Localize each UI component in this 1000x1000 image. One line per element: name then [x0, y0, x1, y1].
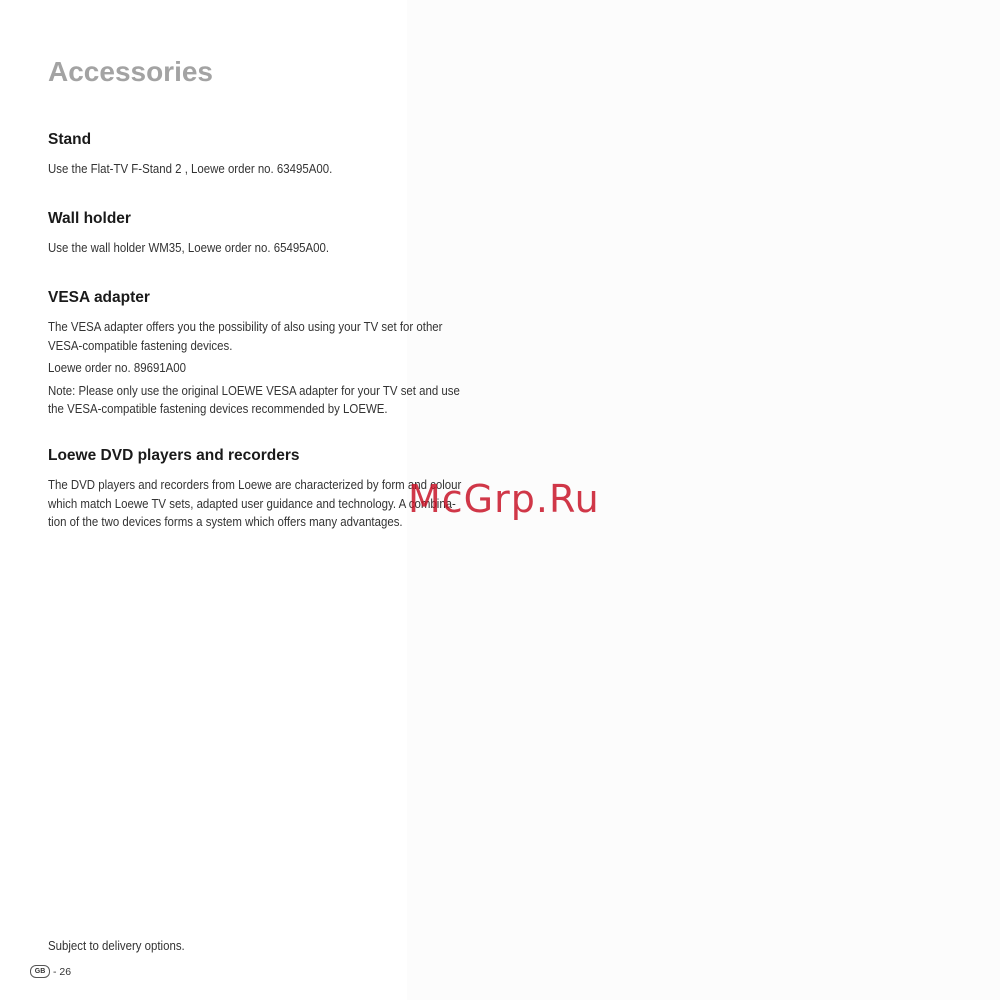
section-heading: Loewe DVD players and recorders: [48, 447, 300, 464]
section-wall-holder: [48, 209, 498, 262]
section-text: Use the Flat-TV F-Stand 2 , Loewe order no. 63495A00.: [48, 161, 333, 176]
watermark-text: McGrp.Ru: [408, 477, 600, 521]
section-heading: VESA adapter: [48, 289, 150, 306]
section-vesa-adapter: [48, 288, 498, 423]
section-stand: [48, 130, 498, 183]
note-text: Note: Please only use the original LOEWE VESA adapter for your TV set and use: [48, 382, 460, 398]
order-number-text: Loewe order no. 89691A00: [48, 360, 187, 375]
section-text: The VESA adapter offers you the possibility of also using your TV set for other: [48, 319, 443, 334]
section-heading: Wall holder: [48, 210, 131, 227]
section-text: tion of the two devices forms a system which offers many advantages.: [48, 514, 403, 529]
section-heading: Stand: [48, 131, 92, 148]
section-text: The DVD players and recorders from Loewe are characterized by form and colour: [48, 477, 462, 492]
page-number-text: - 26: [53, 965, 72, 978]
country-badge-icon: GB: [30, 965, 50, 978]
section-text: Use the wall holder WM35, Loewe order no. 65495A00.: [48, 240, 330, 255]
section-text: which match Loewe TV sets, adapted user guidance and technology. A combina-: [48, 495, 456, 511]
section-text: VESA-compatible fastening devices.: [48, 337, 233, 353]
page-number: [30, 965, 71, 978]
footer-note: Subject to delivery options.: [48, 938, 185, 953]
page-title: Accessories: [48, 56, 214, 87]
note-text: the VESA-compatible fastening devices recommended by LOEWE.: [48, 401, 388, 416]
